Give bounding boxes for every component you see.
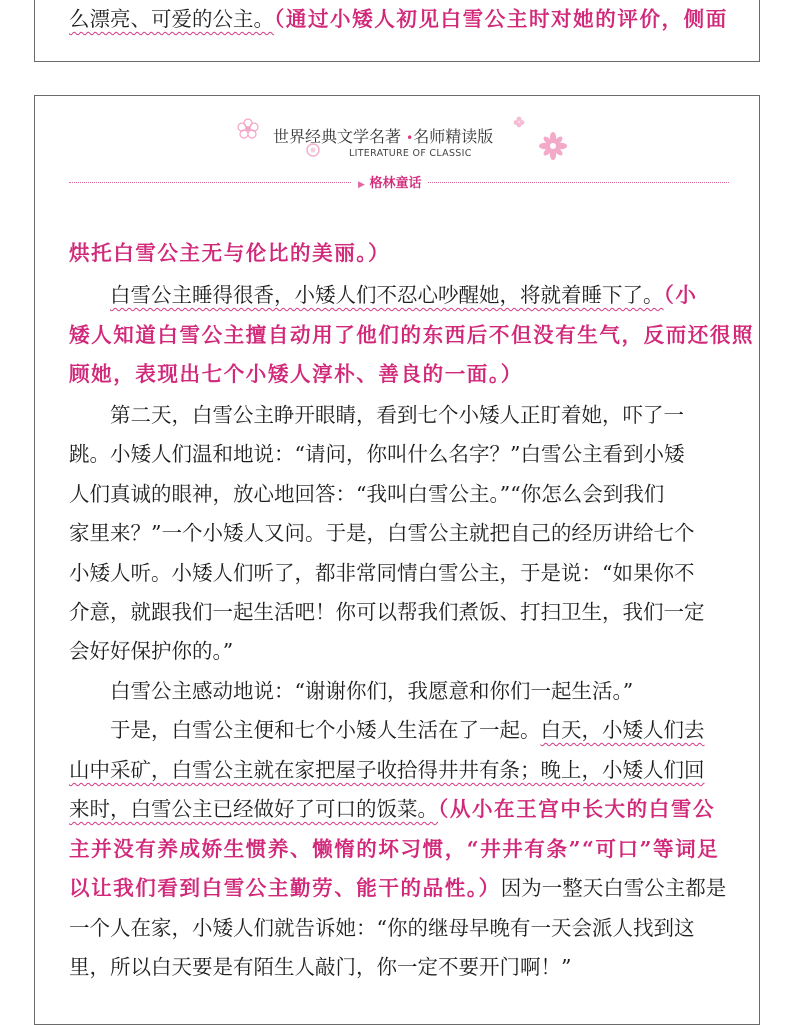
underlined-text: 白雪公主睡得很香，小矮人们不忍心吵醒她，将就着睡下了。 xyxy=(110,283,664,307)
annotation-note: （小 xyxy=(663,283,698,307)
flower-icon xyxy=(513,116,525,128)
annotation-note: （从小在王宫中长大的白雪公 xyxy=(438,797,716,821)
series-title-text: 世界经典文学名著 xyxy=(273,127,402,146)
paragraph-line: 人们真诚的眼神，放心地回答：“我叫白雪公主。”“你怎么会到我们 xyxy=(69,482,665,506)
previous-page-last-line xyxy=(69,5,729,33)
text-line xyxy=(69,795,729,823)
paragraph-line: 跳。小矮人们温和地说：“请问，你叫什么名字？”白雪公主看到小矮 xyxy=(69,442,685,466)
section-tag-text: 格林童话 xyxy=(369,176,422,191)
previous-page xyxy=(34,0,760,62)
text-line xyxy=(69,360,729,388)
series-subtitle: LITERATURE OF CLASSIC xyxy=(349,148,472,159)
series-title xyxy=(273,124,493,147)
underlined-text: 来时，白雪公主已经做好了可口的饭菜。 xyxy=(69,797,438,821)
underlined-text: 白天，小矮人们去 xyxy=(540,718,705,742)
annotation-note: （通过小矮人初见白雪公主时对她的评价，侧面 xyxy=(274,7,728,31)
paragraph-line: 第二天，白雪公主睁开眼睛，看到七个小矮人正盯着她，吓了一 xyxy=(110,403,684,427)
paragraph-line: 白雪公主感动地说：“谢谢你们，我愿意和你们一起生活。” xyxy=(110,679,634,703)
paragraph-line: 小矮人听。小矮人们听了，都非常同情白雪公主，于是说：“如果你不 xyxy=(69,561,695,585)
arrow-right-icon: ▶ xyxy=(358,180,365,190)
paragraph-line: 里，所以白天要是有陌生人敲门，你一定不要开门啊！” xyxy=(69,955,572,979)
flower-icon xyxy=(237,118,259,140)
annotation-note: 矮人知道白雪公主擅自动用了他们的东西后不但没有生气，反而还很照 xyxy=(69,323,755,347)
paragraph-line: 介意，就跟我们一起生活吧！你可以帮我们煮饭、打扫卫生，我们一定 xyxy=(69,600,705,624)
paragraph-line: 一个人在家，小矮人们就告诉她：“你的继母早晚有一天会派人找到这 xyxy=(69,916,695,940)
section-tag xyxy=(351,172,428,191)
annotation-note: 烘托白雪公主无与伦比的美丽。） xyxy=(69,241,391,265)
edition-label: 名师精读版 xyxy=(413,127,494,146)
flower-icon xyxy=(539,132,567,160)
underlined-text: 山中采矿，白雪公主就在家把屋子收拾得井井有条；晚上，小矮人们回 xyxy=(69,758,705,782)
book-page xyxy=(34,95,760,1025)
paragraph-line: 会好好保护你的。” xyxy=(69,639,234,663)
text-line xyxy=(69,281,770,309)
plain-text: 于是，白雪公主便和七个小矮人生活在了一起。 xyxy=(110,718,541,742)
text-line xyxy=(69,874,729,902)
underlined-text: 么漂亮、可爱的公主。 xyxy=(69,7,274,31)
annotation-note: 主并没有养成娇生惯养、懒惰的坏习惯，“井井有条”“可口”等词足 xyxy=(69,837,720,861)
paragraph-line: 家里来？”一个小矮人又问。于是，白雪公主就把自己的经历讲给七个 xyxy=(69,521,695,545)
text-line xyxy=(69,239,729,267)
annotation-note: 顾她，表现出七个小矮人淳朴、善良的一面。） xyxy=(69,362,523,386)
plain-text: 因为一整天白雪公主都是 xyxy=(500,876,727,900)
text-line xyxy=(69,835,729,863)
text-line xyxy=(69,756,729,784)
text-line xyxy=(69,716,770,744)
text-line xyxy=(69,321,755,349)
annotation-note: 以让我们看到白雪公主勤劳、能干的品性。） xyxy=(69,876,501,900)
bullet-dot: • xyxy=(406,131,414,145)
